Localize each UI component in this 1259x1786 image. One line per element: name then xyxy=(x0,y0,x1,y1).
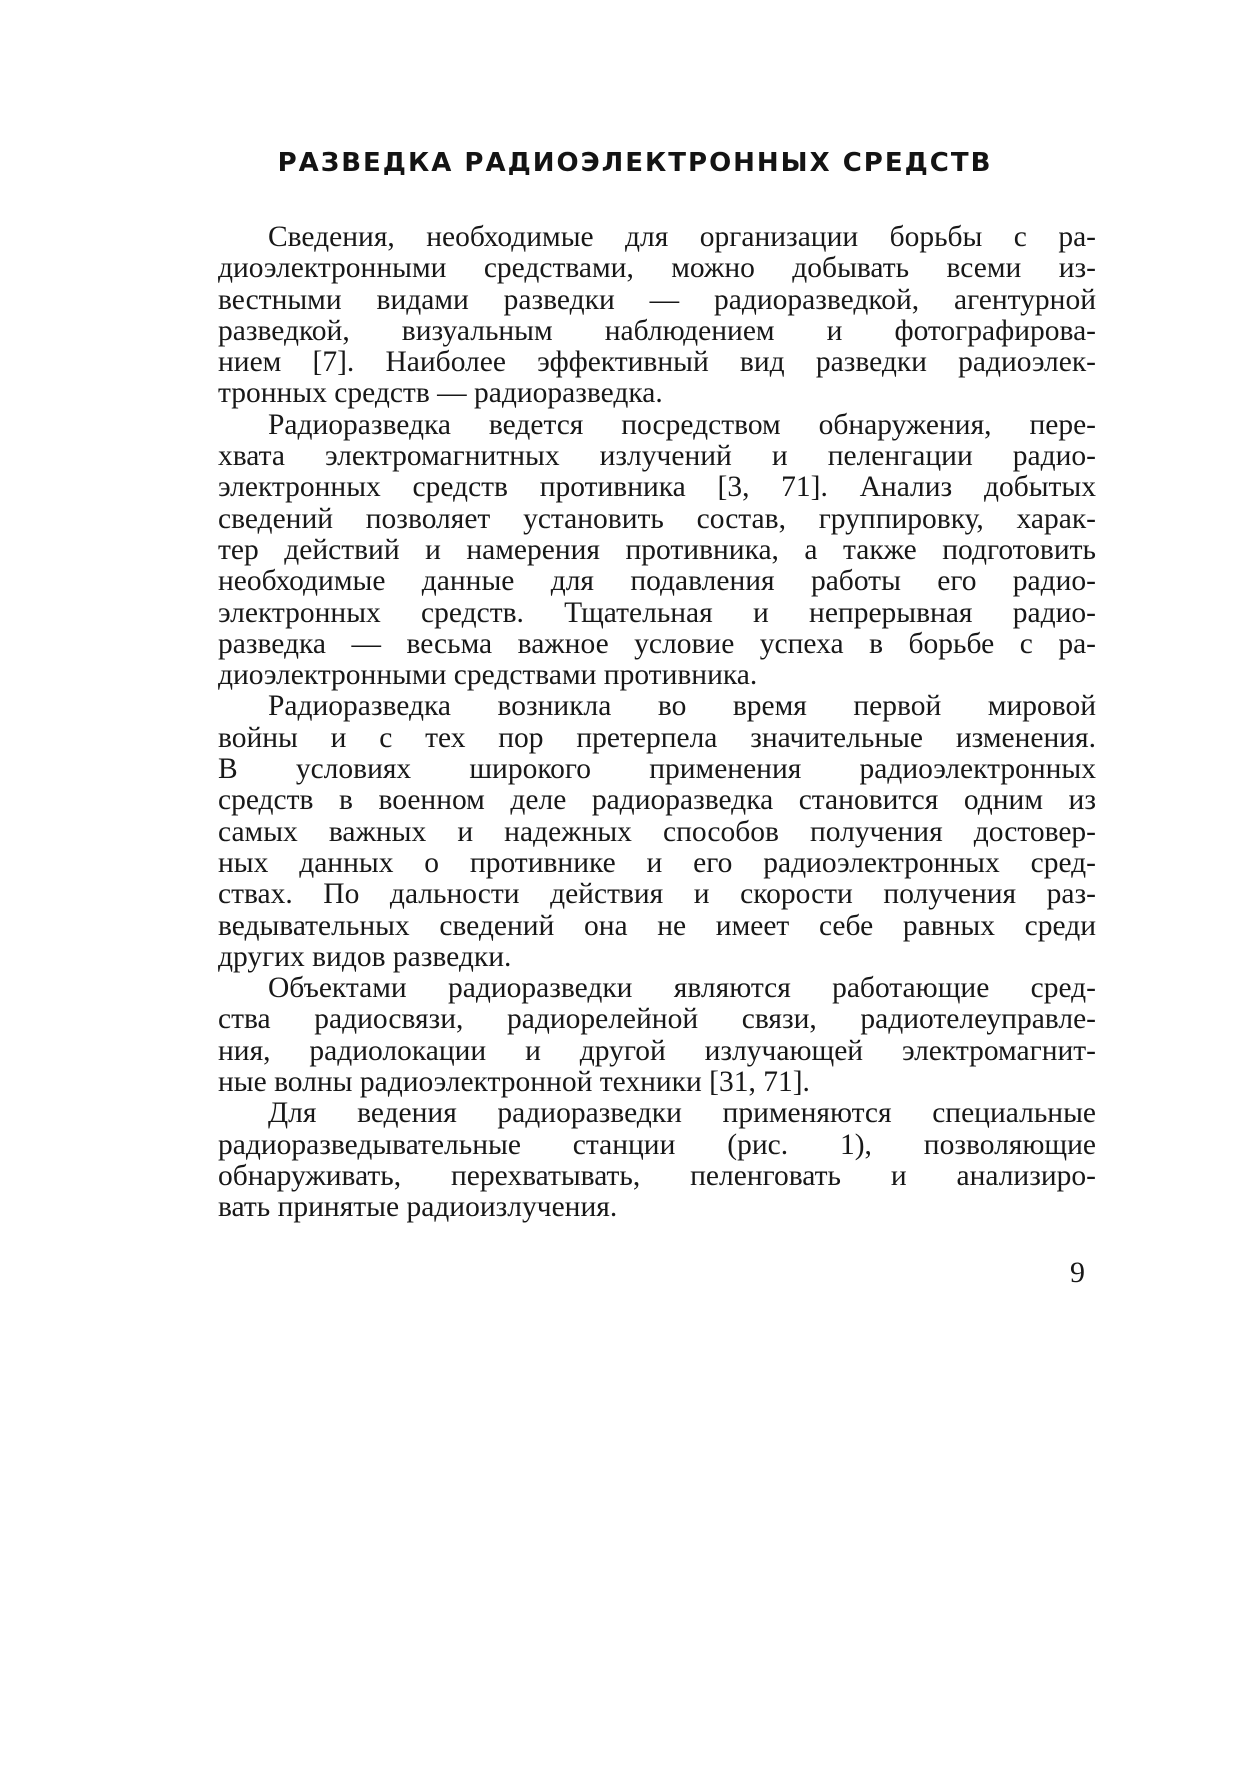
text-line: тер действий и намерения противника, а также подготовить xyxy=(218,533,1096,566)
text-line: войны и с тех пор претерпела значительные изменения. xyxy=(218,721,1096,754)
text-line: необходимые данные для подавления работы его радио- xyxy=(218,565,1096,598)
text-line: средств в военном деле радиоразведка становится одним из xyxy=(218,784,1096,817)
text-line: Сведения, необходимые для организации борьбы с ра- xyxy=(268,221,1096,253)
text-line: самых важных и надежных способов получения достовер- xyxy=(218,815,1096,848)
text-line: электронных средств противника [3, 71]. Анализ добытых xyxy=(218,471,1096,504)
page-title: РАЗВЕДКА РАДИОЭЛЕКТРОННЫХ СРЕДСТВ xyxy=(277,148,993,178)
text-line: ных данных о противнике и его радиоэлектронных сред- xyxy=(218,846,1096,879)
text-line: других видов разведки. xyxy=(218,940,512,973)
text-line: радиоразведывательные станции (рис. 1), позволяющие xyxy=(218,1128,1096,1161)
text-line: ства радиосвязи, радиорелейной связи, радиотелеуправле- xyxy=(218,1003,1096,1036)
text-line: обнаруживать, перехватывать, пеленговать и анализиро- xyxy=(218,1159,1096,1192)
text-line: В условиях широкого применения радиоэлектронных xyxy=(218,753,1096,786)
text-line: диоэлектронными средствами противника. xyxy=(218,659,758,692)
text-line: ствах. По дальности действия и скорости получения раз- xyxy=(218,878,1096,911)
text-line: вать принятые радиоизлучения. xyxy=(218,1191,618,1224)
text-line: Радиоразведка ведется посредством обнаружения, пере- xyxy=(268,408,1096,441)
text-line: электронных средств. Тщательная и непрерывная радио- xyxy=(218,596,1096,629)
text-line: Для ведения радиоразведки применяются специальные xyxy=(268,1097,1096,1130)
text-line: вестными видами разведки — радиоразведкой, агентурной xyxy=(218,283,1096,316)
text-line: разведка — весьма важное условие успеха в борьбе с ра- xyxy=(218,627,1096,660)
text-line: сведений позволяет установить состав, группировку, харак- xyxy=(218,502,1096,535)
page-number: 9 xyxy=(1070,1256,1085,1289)
text-line: разведкой, визуальным наблюдением и фотографирова- xyxy=(218,314,1096,347)
body-text xyxy=(218,222,1096,1224)
text-line: ния, радиолокации и другой излучающей электромагнит- xyxy=(218,1034,1096,1067)
text-line: ведывательных сведений она не имеет себе равных среди xyxy=(218,909,1096,942)
text-line: диоэлектронными средствами, можно добывать всеми из- xyxy=(218,252,1096,285)
text-line: ные волны радиоэлектронной техники [31, 71]. xyxy=(218,1066,810,1099)
text-line: Радиоразведка возникла во время первой мировой xyxy=(268,690,1096,723)
text-line: тронных средств — радиоразведка. xyxy=(218,377,663,410)
text-line: хвата электромагнитных излучений и пеленгации радио- xyxy=(218,440,1096,473)
text-line: Объектами радиоразведки являются работающие сред- xyxy=(268,972,1096,1005)
text-line: нием [7]. Наиболее эффективный вид разведки радиоэлек- xyxy=(218,346,1096,379)
